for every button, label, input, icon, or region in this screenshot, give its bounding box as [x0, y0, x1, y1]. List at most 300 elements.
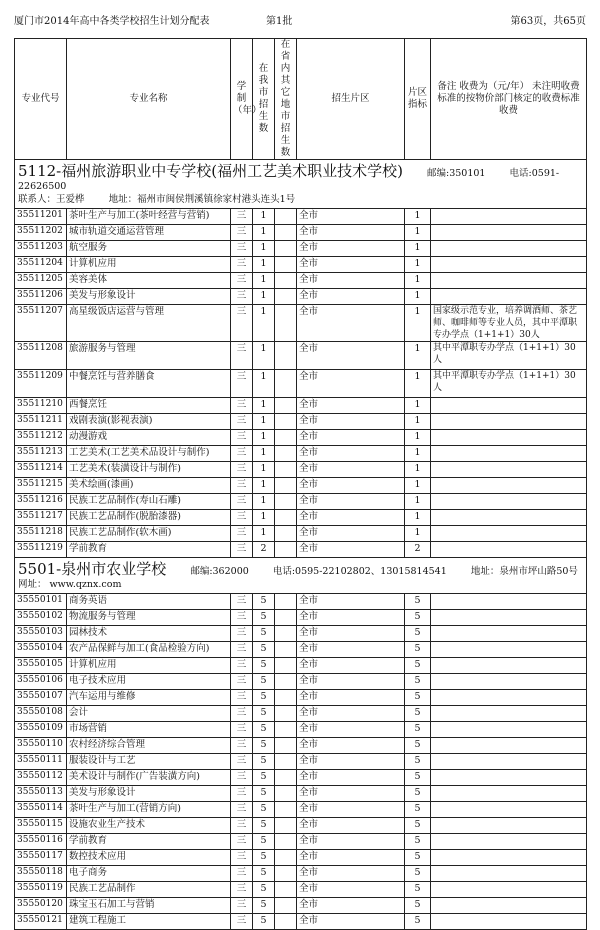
years-cell: 三 — [231, 494, 253, 510]
other-quota-cell — [275, 398, 297, 414]
school-contact: 联系人：王爱桦 — [18, 194, 85, 205]
years-cell: 三 — [231, 706, 253, 722]
area-cell: 全市 — [297, 257, 405, 273]
major-name-cell: 城市轨道交通运营管理 — [67, 225, 231, 241]
other-quota-cell — [275, 882, 297, 898]
area-quota-cell: 5 — [405, 818, 431, 834]
major-code-cell: 35511202 — [15, 225, 67, 241]
major-name-cell: 建筑工程施工 — [67, 914, 231, 930]
major-code-cell: 35550106 — [15, 674, 67, 690]
major-code-cell: 35511212 — [15, 430, 67, 446]
local-quota-cell: 1 — [253, 414, 275, 430]
major-code-cell: 35550120 — [15, 898, 67, 914]
major-code-cell: 35550118 — [15, 866, 67, 882]
remark-cell — [431, 818, 587, 834]
other-quota-cell — [275, 898, 297, 914]
area-cell: 全市 — [297, 818, 405, 834]
years-cell: 三 — [231, 802, 253, 818]
area-cell: 全市 — [297, 542, 405, 558]
years-cell: 三 — [231, 526, 253, 542]
years-cell: 三 — [231, 658, 253, 674]
area-cell: 全市 — [297, 462, 405, 478]
remark-cell — [431, 802, 587, 818]
area-cell: 全市 — [297, 446, 405, 462]
area-quota-cell: 5 — [405, 722, 431, 738]
area-quota-cell: 5 — [405, 786, 431, 802]
area-quota-cell: 1 — [405, 241, 431, 257]
years-cell: 三 — [231, 462, 253, 478]
local-quota-cell: 5 — [253, 642, 275, 658]
area-quota-cell: 5 — [405, 882, 431, 898]
school-phone: 电话:0591-22626500 — [18, 168, 560, 192]
years-cell: 三 — [231, 305, 253, 342]
years-cell: 三 — [231, 370, 253, 398]
other-quota-cell — [275, 706, 297, 722]
major-code-cell: 35550112 — [15, 770, 67, 786]
major-code-cell: 35550114 — [15, 802, 67, 818]
major-code-cell: 35550101 — [15, 594, 67, 610]
major-code-cell: 35550110 — [15, 738, 67, 754]
table-row — [15, 209, 587, 225]
table-row — [15, 526, 587, 542]
other-quota-cell — [275, 658, 297, 674]
table-row — [15, 594, 587, 610]
area-cell: 全市 — [297, 342, 405, 370]
other-quota-cell — [275, 257, 297, 273]
school-web-label: 网址： — [18, 579, 47, 590]
remark-cell — [431, 706, 587, 722]
other-quota-cell — [275, 305, 297, 342]
area-quota-cell: 1 — [405, 510, 431, 526]
other-quota-cell — [275, 818, 297, 834]
school-header-1 — [15, 160, 587, 209]
table-row — [15, 802, 587, 818]
other-quota-cell — [275, 446, 297, 462]
enrollment-table — [14, 38, 587, 930]
col-other: 在省内其它地市招生数 — [275, 39, 297, 160]
years-cell: 三 — [231, 690, 253, 706]
years-cell: 三 — [231, 257, 253, 273]
table-row — [15, 462, 587, 478]
area-quota-cell: 5 — [405, 802, 431, 818]
major-code-cell: 35550115 — [15, 818, 67, 834]
major-name-cell: 西餐烹饪 — [67, 398, 231, 414]
remark-cell — [431, 209, 587, 225]
local-quota-cell: 1 — [253, 478, 275, 494]
area-quota-cell: 5 — [405, 914, 431, 930]
other-quota-cell — [275, 834, 297, 850]
other-quota-cell — [275, 241, 297, 257]
area-quota-cell: 5 — [405, 674, 431, 690]
major-code-cell: 35550121 — [15, 914, 67, 930]
area-cell: 全市 — [297, 398, 405, 414]
col-years: 学制（年） — [231, 39, 253, 160]
area-cell: 全市 — [297, 850, 405, 866]
major-name-cell: 会计 — [67, 706, 231, 722]
area-cell: 全市 — [297, 882, 405, 898]
table-row — [15, 342, 587, 370]
table-row — [15, 898, 587, 914]
area-cell: 全市 — [297, 510, 405, 526]
area-cell: 全市 — [297, 626, 405, 642]
area-quota-cell: 1 — [405, 478, 431, 494]
remark-cell: 其中平潭职专办学点（1+1+1）30人 — [431, 342, 587, 370]
area-quota-cell: 1 — [405, 430, 431, 446]
area-quota-cell: 1 — [405, 342, 431, 370]
years-cell: 三 — [231, 834, 253, 850]
major-name-cell: 珠宝玉石加工与营销 — [67, 898, 231, 914]
local-quota-cell: 5 — [253, 690, 275, 706]
years-cell: 三 — [231, 209, 253, 225]
major-code-cell: 35511206 — [15, 289, 67, 305]
area-cell: 全市 — [297, 658, 405, 674]
remark-cell — [431, 658, 587, 674]
area-cell: 全市 — [297, 526, 405, 542]
other-quota-cell — [275, 594, 297, 610]
major-name-cell: 戏剧表演(影视表演) — [67, 414, 231, 430]
area-quota-cell: 1 — [405, 273, 431, 289]
years-cell: 三 — [231, 770, 253, 786]
remark-cell — [431, 674, 587, 690]
table-row — [15, 658, 587, 674]
major-name-cell: 学前教育 — [67, 834, 231, 850]
other-quota-cell — [275, 225, 297, 241]
local-quota-cell: 5 — [253, 866, 275, 882]
years-cell: 三 — [231, 225, 253, 241]
table-row — [15, 241, 587, 257]
remark-cell — [431, 594, 587, 610]
major-name-cell: 电子技术应用 — [67, 674, 231, 690]
remark-cell — [431, 914, 587, 930]
local-quota-cell: 2 — [253, 542, 275, 558]
table-row — [15, 818, 587, 834]
remark-cell: 国家级示范专业，培养调酒师、茶艺师、咖啡师等专业人员，其中平潭职专办学点（1+1+1）30人 — [431, 305, 587, 342]
major-name-cell: 美术绘画(漆画) — [67, 478, 231, 494]
table-row — [15, 370, 587, 398]
table-row — [15, 866, 587, 882]
local-quota-cell: 5 — [253, 802, 275, 818]
major-name-cell: 民族工艺品制作(寿山石雕) — [67, 494, 231, 510]
major-name-cell: 学前教育 — [67, 542, 231, 558]
area-quota-cell: 1 — [405, 289, 431, 305]
local-quota-cell: 1 — [253, 257, 275, 273]
major-name-cell: 电子商务 — [67, 866, 231, 882]
major-name-cell: 美容美体 — [67, 273, 231, 289]
major-name-cell: 民族工艺品制作(脱胎漆器) — [67, 510, 231, 526]
area-cell: 全市 — [297, 594, 405, 610]
table-row — [15, 786, 587, 802]
local-quota-cell: 1 — [253, 526, 275, 542]
major-name-cell: 茶叶生产与加工(营销方向) — [67, 802, 231, 818]
years-cell: 三 — [231, 273, 253, 289]
area-cell: 全市 — [297, 414, 405, 430]
other-quota-cell — [275, 802, 297, 818]
table-row — [15, 414, 587, 430]
local-quota-cell: 5 — [253, 786, 275, 802]
other-quota-cell — [275, 462, 297, 478]
remark-cell — [431, 738, 587, 754]
other-quota-cell — [275, 866, 297, 882]
major-name-cell: 高星级饭店运营与管理 — [67, 305, 231, 342]
page-number: 第63页，共65页 — [510, 16, 586, 27]
page-header — [14, 14, 586, 30]
local-quota-cell: 5 — [253, 754, 275, 770]
table-row — [15, 257, 587, 273]
major-name-cell: 数控技术应用 — [67, 850, 231, 866]
area-cell: 全市 — [297, 802, 405, 818]
enrollment-table-sheet — [14, 38, 586, 930]
major-name-cell: 美发与形象设计 — [67, 289, 231, 305]
major-code-cell: 35550104 — [15, 642, 67, 658]
remark-cell — [431, 770, 587, 786]
school-header-2 — [15, 558, 587, 594]
local-quota-cell: 5 — [253, 722, 275, 738]
major-code-cell: 35511203 — [15, 241, 67, 257]
area-quota-cell: 5 — [405, 738, 431, 754]
remark-cell — [431, 462, 587, 478]
area-quota-cell: 2 — [405, 542, 431, 558]
major-name-cell: 农产品保鲜与加工(食品检验方向) — [67, 642, 231, 658]
area-quota-cell: 5 — [405, 690, 431, 706]
major-name-cell: 物流服务与管理 — [67, 610, 231, 626]
local-quota-cell: 5 — [253, 594, 275, 610]
area-cell: 全市 — [297, 690, 405, 706]
area-quota-cell: 1 — [405, 398, 431, 414]
major-code-cell: 35550107 — [15, 690, 67, 706]
table-row — [15, 225, 587, 241]
table-row — [15, 754, 587, 770]
school-title: 5112-福州旅游职业中专学校(福州工艺美术职业技术学校) — [18, 162, 403, 180]
table-row — [15, 882, 587, 898]
area-quota-cell: 1 — [405, 209, 431, 225]
area-cell: 全市 — [297, 754, 405, 770]
major-code-cell: 35550119 — [15, 882, 67, 898]
area-cell: 全市 — [297, 898, 405, 914]
local-quota-cell: 1 — [253, 510, 275, 526]
remark-cell — [431, 834, 587, 850]
col-code: 专业代号 — [15, 39, 67, 160]
other-quota-cell — [275, 642, 297, 658]
area-quota-cell: 5 — [405, 610, 431, 626]
years-cell: 三 — [231, 342, 253, 370]
local-quota-cell: 1 — [253, 289, 275, 305]
area-cell: 全市 — [297, 209, 405, 225]
other-quota-cell — [275, 370, 297, 398]
table-row — [15, 850, 587, 866]
remark-cell — [431, 273, 587, 289]
major-name-cell: 市场营销 — [67, 722, 231, 738]
major-name-cell: 民族工艺品制作 — [67, 882, 231, 898]
local-quota-cell: 1 — [253, 342, 275, 370]
school-postcode: 邮编:350101 — [427, 168, 486, 179]
years-cell: 三 — [231, 610, 253, 626]
col-remark: 备注 收费为（元/年） 未注明收费标准的按物价部门核定的收费标准收费 — [431, 39, 587, 160]
major-name-cell: 美术设计与制作(广告装潢方向) — [67, 770, 231, 786]
other-quota-cell — [275, 786, 297, 802]
remark-cell: 其中平潭职专办学点（1+1+1）30人 — [431, 370, 587, 398]
area-quota-cell: 1 — [405, 526, 431, 542]
major-code-cell: 35550111 — [15, 754, 67, 770]
table-row — [15, 398, 587, 414]
remark-cell — [431, 510, 587, 526]
other-quota-cell — [275, 914, 297, 930]
remark-cell — [431, 446, 587, 462]
local-quota-cell: 1 — [253, 273, 275, 289]
remark-cell — [431, 398, 587, 414]
area-cell: 全市 — [297, 610, 405, 626]
years-cell: 三 — [231, 446, 253, 462]
local-quota-cell: 5 — [253, 818, 275, 834]
area-quota-cell: 1 — [405, 305, 431, 342]
years-cell: 三 — [231, 594, 253, 610]
years-cell: 三 — [231, 882, 253, 898]
table-row — [15, 273, 587, 289]
years-cell: 三 — [231, 510, 253, 526]
remark-cell — [431, 642, 587, 658]
area-quota-cell: 5 — [405, 754, 431, 770]
major-name-cell: 旅游服务与管理 — [67, 342, 231, 370]
school-title: 5501-泉州市农业学校 — [18, 560, 167, 578]
years-cell: 三 — [231, 738, 253, 754]
area-cell: 全市 — [297, 866, 405, 882]
major-name-cell: 汽车运用与维修 — [67, 690, 231, 706]
major-name-cell: 航空服务 — [67, 241, 231, 257]
remark-cell — [431, 690, 587, 706]
area-cell: 全市 — [297, 722, 405, 738]
years-cell: 三 — [231, 786, 253, 802]
area-cell: 全市 — [297, 370, 405, 398]
major-code-cell: 35511218 — [15, 526, 67, 542]
area-cell: 全市 — [297, 786, 405, 802]
major-code-cell: 35511209 — [15, 370, 67, 398]
major-code-cell: 35511210 — [15, 398, 67, 414]
area-quota-cell: 1 — [405, 225, 431, 241]
major-code-cell: 35511214 — [15, 462, 67, 478]
major-code-cell: 35511217 — [15, 510, 67, 526]
years-cell: 三 — [231, 642, 253, 658]
area-cell: 全市 — [297, 289, 405, 305]
major-name-cell: 农村经济综合管理 — [67, 738, 231, 754]
local-quota-cell: 5 — [253, 626, 275, 642]
local-quota-cell: 5 — [253, 834, 275, 850]
area-quota-cell: 5 — [405, 626, 431, 642]
col-local: 在我市招生数 — [253, 39, 275, 160]
area-cell: 全市 — [297, 478, 405, 494]
table-row — [15, 430, 587, 446]
remark-cell — [431, 430, 587, 446]
local-quota-cell: 1 — [253, 446, 275, 462]
major-name-cell: 工艺美术(装潢设计与制作) — [67, 462, 231, 478]
local-quota-cell: 5 — [253, 738, 275, 754]
table-row — [15, 610, 587, 626]
area-quota-cell: 5 — [405, 594, 431, 610]
table-row — [15, 494, 587, 510]
years-cell: 三 — [231, 478, 253, 494]
major-name-cell: 茶叶生产与加工(茶叶经营与营销) — [67, 209, 231, 225]
table-row — [15, 446, 587, 462]
area-quota-cell: 1 — [405, 446, 431, 462]
other-quota-cell — [275, 754, 297, 770]
major-code-cell: 35550108 — [15, 706, 67, 722]
other-quota-cell — [275, 273, 297, 289]
col-name: 专业名称 — [67, 39, 231, 160]
area-cell: 全市 — [297, 642, 405, 658]
other-quota-cell — [275, 510, 297, 526]
local-quota-cell: 1 — [253, 241, 275, 257]
other-quota-cell — [275, 542, 297, 558]
other-quota-cell — [275, 610, 297, 626]
area-cell: 全市 — [297, 738, 405, 754]
major-code-cell: 35550116 — [15, 834, 67, 850]
remark-cell — [431, 241, 587, 257]
area-quota-cell: 5 — [405, 850, 431, 866]
remark-cell — [431, 542, 587, 558]
area-cell: 全市 — [297, 225, 405, 241]
table-row — [15, 510, 587, 526]
table-row — [15, 542, 587, 558]
remark-cell — [431, 850, 587, 866]
area-cell: 全市 — [297, 706, 405, 722]
local-quota-cell: 5 — [253, 770, 275, 786]
other-quota-cell — [275, 526, 297, 542]
years-cell: 三 — [231, 626, 253, 642]
years-cell: 三 — [231, 398, 253, 414]
major-code-cell: 35550105 — [15, 658, 67, 674]
major-name-cell: 民族工艺品制作(软木画) — [67, 526, 231, 542]
remark-cell — [431, 786, 587, 802]
major-code-cell: 35511215 — [15, 478, 67, 494]
area-cell: 全市 — [297, 914, 405, 930]
years-cell: 三 — [231, 430, 253, 446]
major-code-cell: 35511207 — [15, 305, 67, 342]
remark-cell — [431, 866, 587, 882]
remark-cell — [431, 289, 587, 305]
remark-cell — [431, 722, 587, 738]
school-postcode: 邮编:362000 — [190, 566, 249, 577]
other-quota-cell — [275, 626, 297, 642]
major-code-cell: 35550117 — [15, 850, 67, 866]
remark-cell — [431, 898, 587, 914]
area-quota-cell: 5 — [405, 642, 431, 658]
years-cell: 三 — [231, 914, 253, 930]
area-quota-cell: 1 — [405, 370, 431, 398]
other-quota-cell — [275, 209, 297, 225]
local-quota-cell: 5 — [253, 850, 275, 866]
other-quota-cell — [275, 478, 297, 494]
local-quota-cell: 1 — [253, 225, 275, 241]
col-quota: 片区指标 — [405, 39, 431, 160]
years-cell: 三 — [231, 414, 253, 430]
major-name-cell: 工艺美术(工艺美术品设计与制作) — [67, 446, 231, 462]
local-quota-cell: 1 — [253, 494, 275, 510]
document-title: 厦门市2014年高中各类学校招生计划分配表 — [14, 16, 210, 27]
years-cell: 三 — [231, 898, 253, 914]
area-cell: 全市 — [297, 305, 405, 342]
area-quota-cell: 5 — [405, 898, 431, 914]
major-code-cell: 35511216 — [15, 494, 67, 510]
other-quota-cell — [275, 414, 297, 430]
local-quota-cell: 5 — [253, 706, 275, 722]
remark-cell — [431, 257, 587, 273]
other-quota-cell — [275, 738, 297, 754]
other-quota-cell — [275, 690, 297, 706]
local-quota-cell: 5 — [253, 674, 275, 690]
table-row — [15, 642, 587, 658]
local-quota-cell: 5 — [253, 882, 275, 898]
col-area: 招生片区 — [297, 39, 405, 160]
school-phone: 电话:0595-22102802、13015814541 — [272, 566, 447, 577]
area-cell: 全市 — [297, 241, 405, 257]
